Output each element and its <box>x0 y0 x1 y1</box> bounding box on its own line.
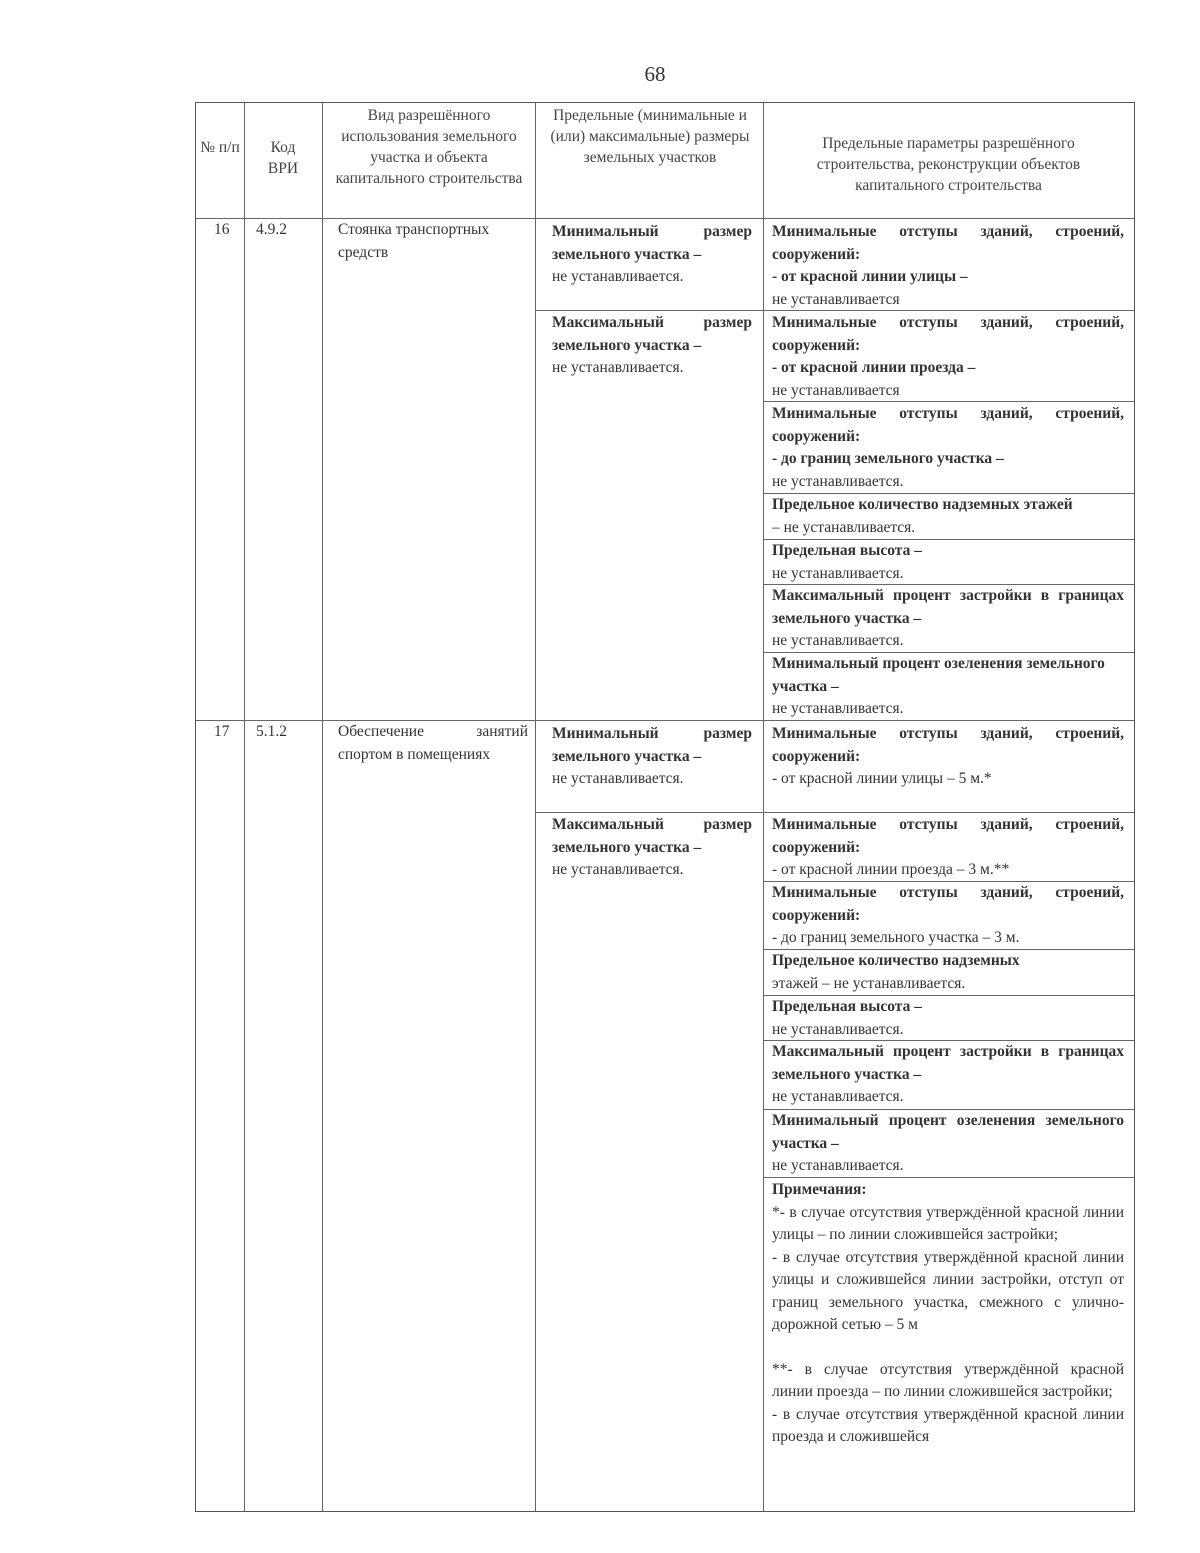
header-code: Код ВРИ <box>267 139 299 177</box>
param-title: Предельная высота – <box>772 998 922 1015</box>
param-detail: - от красной линии проезда – 3 м.** <box>772 861 1010 878</box>
param-title: Минимальный процент озеленения земельного участка – <box>772 1112 1124 1152</box>
plot-size-min <box>552 723 752 791</box>
param-value: не устанавливается. <box>772 564 904 582</box>
note-item: - в случае отсутствия утверждённой красной линии проезда и сложившейся <box>772 1405 1124 1445</box>
size-title: Максимальный размер земельного участка – <box>552 314 752 354</box>
param-detail: - до границ земельного участка – <box>772 450 1004 467</box>
param-value: этажей – не устанавливается. <box>772 974 966 992</box>
use-type: Обеспечение занятий спортом в помещениях <box>338 723 528 763</box>
notes-title: Примечания: <box>772 1181 867 1198</box>
size-value: не устанавливается. <box>552 359 684 376</box>
param-setback-street <box>772 723 1124 791</box>
param-title: Минимальные отступы зданий, строений, сооружений: <box>772 405 1124 445</box>
param-title: Минимальные отступы зданий, строений, сооружений: <box>772 816 1124 856</box>
param-max-coverage <box>772 585 1124 653</box>
use-type: Стоянка транспортных средств <box>338 221 490 261</box>
param-floors <box>772 494 1124 539</box>
note-item: **- в случае отсутствия утверждённой красной линии проезда – по линии сложившейся застройки; <box>772 1360 1124 1400</box>
param-value: не устанавливается. <box>772 1088 904 1105</box>
plot-size-max <box>552 312 752 380</box>
plot-size-max <box>552 814 752 882</box>
param-value: не устанавливается <box>772 381 900 399</box>
col-divider <box>763 103 764 1511</box>
col-divider <box>322 103 323 1511</box>
param-value: не устанавливается. <box>772 472 904 490</box>
size-value: не устанавливается. <box>552 861 684 878</box>
cell-divider <box>535 812 1134 813</box>
param-value: не устанавливается. <box>772 1020 904 1038</box>
size-value: не устанавливается. <box>552 268 684 285</box>
param-value: не устанавливается. <box>772 1157 904 1174</box>
row-number: 17 <box>214 723 230 740</box>
note-item: *- в случае отсутствия утверждённой красной линии улицы – по линии сложившейся застройки; <box>772 1203 1124 1243</box>
row-number: 16 <box>214 221 230 238</box>
param-detail: - до границ земельного участка – 3 м. <box>772 929 1020 946</box>
page-number: 68 <box>644 62 666 86</box>
header-num: № п/п <box>200 139 240 156</box>
param-value: не устанавливается. <box>772 700 904 717</box>
size-title: Минимальный размер земельного участка – <box>552 725 752 765</box>
param-title: Минимальные отступы зданий, строений, сооружений: <box>772 223 1124 263</box>
param-title: Предельная высота – <box>772 542 922 559</box>
param-setback-street <box>772 221 1124 311</box>
zoning-table <box>195 102 1135 1512</box>
param-floors <box>772 950 1124 995</box>
param-height <box>772 540 1124 585</box>
param-value: не устанавливается <box>772 290 900 308</box>
header-use-type: Вид разрешённого использования земельного участка и объекта капитального строительства <box>335 107 523 187</box>
param-title: Предельное количество надземных этажей <box>772 496 1073 513</box>
param-title: Минимальный процент озеленения земельного участка – <box>772 655 1105 695</box>
param-value: – не устанавливается. <box>772 518 916 536</box>
notes <box>772 1179 1124 1449</box>
param-title: Минимальные отступы зданий, строений, сооружений: <box>772 884 1124 924</box>
param-setback-boundary <box>772 882 1124 950</box>
size-value: не устанавливается. <box>552 770 684 787</box>
param-detail: - от красной линии проезда – <box>772 359 976 376</box>
param-title: Максимальный процент застройки в границах земельного участка – <box>772 587 1124 627</box>
param-detail: - от красной линии улицы – <box>772 268 968 285</box>
param-min-greening <box>772 653 1124 721</box>
param-title: Минимальные отступы зданий, строений, сооружений: <box>772 314 1124 354</box>
param-setback-passage <box>772 312 1124 402</box>
note-item: - в случае отсутствия утверждённой красной линии улицы и сложившейся линии застройки, отступ от границ земельного участка, смежного с улично-дорожной сетью – 5 м <box>772 1248 1124 1333</box>
header-plot-size: Предельные (минимальные и (или) максимальные) размеры земельных участков <box>550 107 750 166</box>
plot-size-min <box>552 221 752 289</box>
param-setback-passage <box>772 814 1124 882</box>
param-detail: - от красной линии улицы – 5 м.* <box>772 770 992 787</box>
param-max-coverage <box>772 1041 1124 1109</box>
header-params: Предельные параметры разрешённого строительства, реконструкции объектов капитального строительства <box>816 135 1081 194</box>
param-height <box>772 996 1124 1041</box>
col-divider <box>535 103 536 1511</box>
col-divider <box>244 103 245 1511</box>
param-title: Максимальный процент застройки в границах земельного участка – <box>772 1043 1124 1083</box>
param-title: Предельное количество надземных <box>772 952 1020 969</box>
size-title: Максимальный размер земельного участка – <box>552 816 752 856</box>
vri-code: 4.9.2 <box>256 221 287 238</box>
param-setback-boundary <box>772 403 1124 493</box>
param-min-greening <box>772 1110 1124 1178</box>
param-title: Минимальные отступы зданий, строений, сооружений: <box>772 725 1124 765</box>
param-value: не устанавливается. <box>772 632 904 649</box>
header-divider <box>196 218 1134 219</box>
size-title: Минимальный размер земельного участка – <box>552 223 752 263</box>
vri-code: 5.1.2 <box>256 723 287 740</box>
